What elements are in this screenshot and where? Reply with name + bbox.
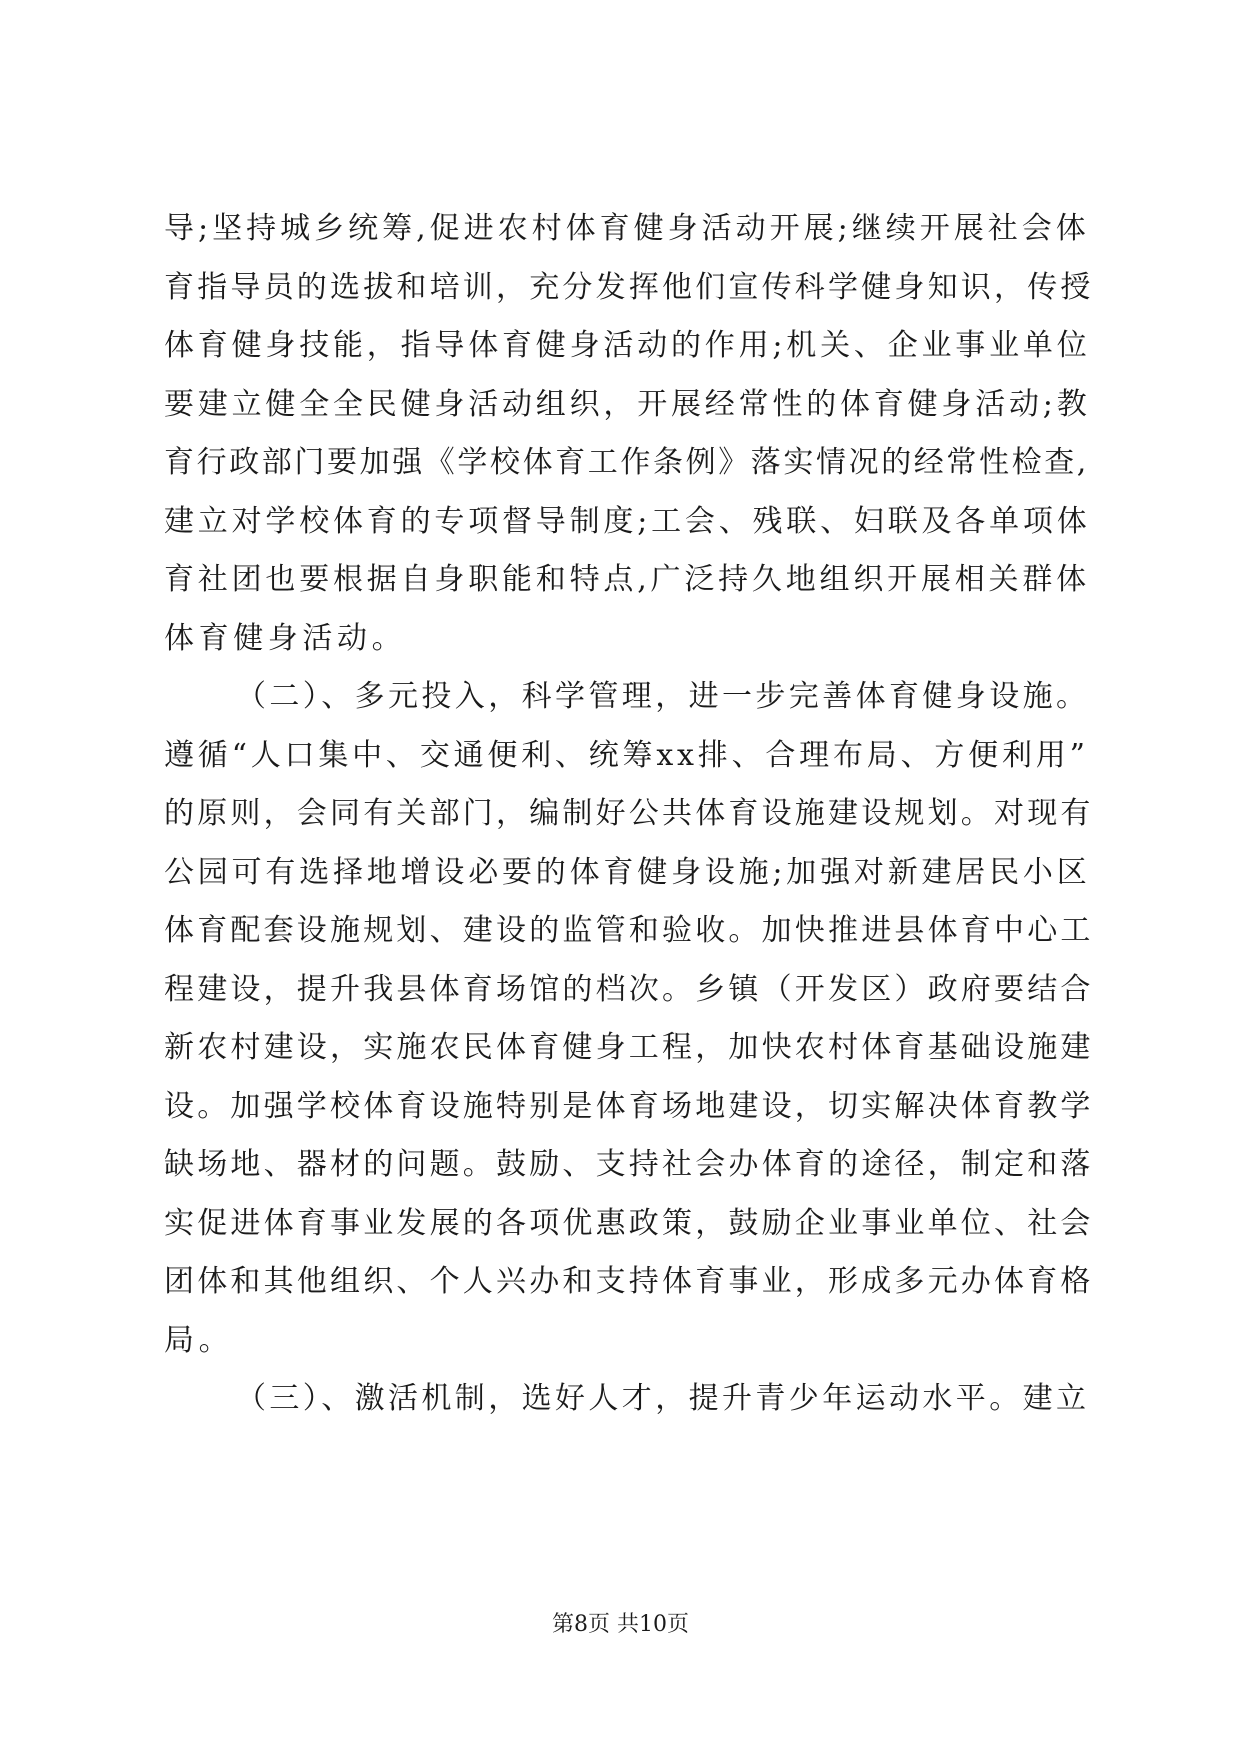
body-line: 体育健身技能，指导体育健身活动的作用;机关、企业事业单位	[164, 328, 1091, 363]
body-line: 团体和其他组织、个人兴办和支持体育事业，形成多元办体育格	[164, 1264, 1094, 1299]
body-line: 公园可有选择地增设必要的体育健身设施;加强对新建居民小区	[164, 855, 1091, 890]
body-line: 设。加强学校体育设施特别是体育场地建设，切实解决体育教学	[164, 1089, 1094, 1124]
section-heading-3: （三）、激活机制，选好人才，提升青少年运动水平。建立	[236, 1381, 1090, 1416]
body-line: 育指导员的选拔和培训，充分发挥他们宣传科学健身知识，传授	[164, 270, 1094, 305]
body-line: 导;坚持城乡统筹,促进农村体育健身活动开展;继续开展社会体	[164, 211, 1090, 246]
body-line: 缺场地、器材的问题。鼓励、支持社会办体育的途径，制定和落	[164, 1147, 1094, 1182]
body-line: 程建设，提升我县体育场馆的档次。乡镇（开发区）政府要结合	[164, 972, 1094, 1007]
body-line: 育社团也要根据自身职能和特点,广泛持久地组织开展相关群体	[164, 562, 1090, 597]
body-line: 遵循“人口集中、交通便利、统筹xx排、合理布局、方便利用”	[164, 738, 1089, 773]
body-line: 体育配套设施规划、建设的监管和验收。加快推进县体育中心工	[164, 913, 1094, 948]
section-heading-2: （二）、多元投入，科学管理，进一步完善体育健身设施。	[236, 679, 1090, 714]
body-line: 实促进体育事业发展的各项优惠政策，鼓励企业事业单位、社会	[164, 1206, 1094, 1241]
body-line: 要建立健全全民健身活动组织，开展经常性的体育健身活动;教	[164, 387, 1091, 422]
body-line: 的原则，会同有关部门，编制好公共体育设施建设规划。对现有	[164, 796, 1094, 831]
body-line: 育行政部门要加强《学校体育工作条例》落实情况的经常性检查,	[164, 445, 1089, 480]
body-line: 体育健身活动。	[164, 621, 407, 656]
body-line: 建立对学校体育的专项督导制度;工会、残联、妇联及各单项体	[164, 504, 1091, 539]
body-line: 新农村建设，实施农民体育健身工程，加快农村体育基础设施建	[164, 1030, 1094, 1065]
page-number-footer: 第8页 共10页	[552, 1612, 689, 1637]
body-line: 局。	[164, 1323, 234, 1358]
